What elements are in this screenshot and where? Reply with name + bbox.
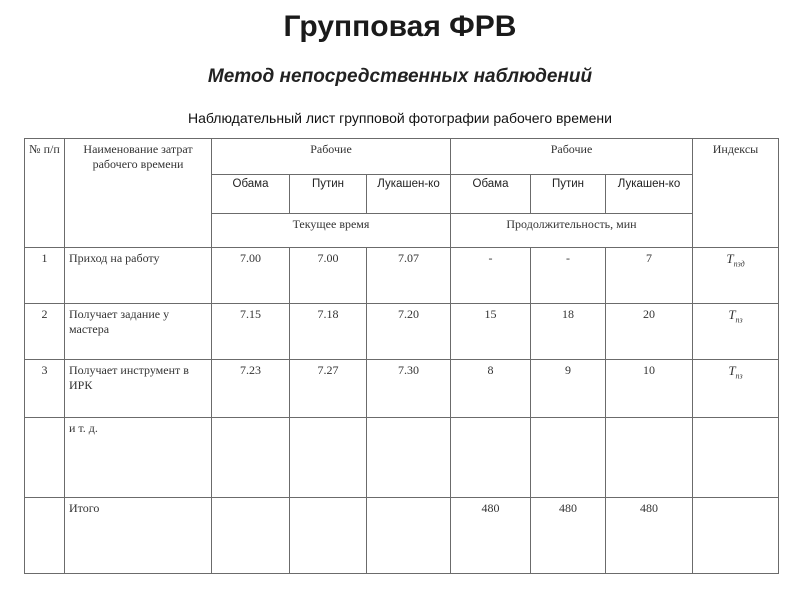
row-name: Получает инструмент в ИРК bbox=[65, 360, 212, 418]
row-name: Приход на работу bbox=[65, 248, 212, 304]
row-name: Получает задание у мастера bbox=[65, 304, 212, 360]
index-subscript: пз bbox=[735, 371, 743, 381]
page-subtitle: Метод непосредственных наблюдений bbox=[207, 66, 593, 87]
row-index bbox=[693, 418, 779, 498]
row-num: 3 bbox=[25, 360, 65, 418]
row-num: 1 bbox=[25, 248, 65, 304]
header-worker: Обама bbox=[212, 175, 290, 214]
row-time: 7.23 bbox=[212, 360, 290, 418]
row-time: 7.00 bbox=[290, 248, 367, 304]
row-time: 7.20 bbox=[367, 304, 451, 360]
row-index bbox=[693, 498, 779, 574]
index-symbol: T bbox=[728, 307, 736, 322]
header-name: Наименование затрат рабочего времени bbox=[65, 139, 212, 248]
row-duration bbox=[531, 418, 606, 498]
header-workers-group-2: Рабочие bbox=[451, 139, 693, 175]
row-num: 2 bbox=[25, 304, 65, 360]
row-duration: 7 bbox=[606, 248, 693, 304]
row-duration: - bbox=[531, 248, 606, 304]
row-time: 7.15 bbox=[212, 304, 290, 360]
row-time bbox=[212, 418, 290, 498]
header-indices: Индексы bbox=[693, 139, 779, 248]
row-time: 7.07 bbox=[367, 248, 451, 304]
row-duration bbox=[606, 418, 693, 498]
row-name: Итого bbox=[65, 498, 212, 574]
row-duration: 20 bbox=[606, 304, 693, 360]
index-subscript: пзд bbox=[733, 259, 745, 269]
row-duration: 10 bbox=[606, 360, 693, 418]
row-duration: 480 bbox=[451, 498, 531, 574]
page-title: Групповая ФРВ bbox=[283, 10, 517, 43]
row-duration: 480 bbox=[531, 498, 606, 574]
header-workers-group-1: Рабочие bbox=[212, 139, 451, 175]
row-time: 7.18 bbox=[290, 304, 367, 360]
row-time: 7.27 bbox=[290, 360, 367, 418]
row-name: и т. д. bbox=[65, 418, 212, 498]
row-duration bbox=[451, 418, 531, 498]
row-duration: 18 bbox=[531, 304, 606, 360]
index-symbol: T bbox=[728, 363, 736, 378]
observation-sheet-table bbox=[24, 138, 779, 574]
row-time bbox=[290, 418, 367, 498]
row-index bbox=[693, 360, 779, 418]
row-duration: 9 bbox=[531, 360, 606, 418]
row-time: 7.30 bbox=[367, 360, 451, 418]
header-worker: Путин bbox=[531, 175, 606, 214]
index-subscript: пз bbox=[735, 315, 743, 325]
row-num bbox=[25, 498, 65, 574]
row-time bbox=[367, 418, 451, 498]
table-row bbox=[25, 248, 779, 304]
index-symbol: T bbox=[726, 251, 734, 266]
row-duration: 480 bbox=[606, 498, 693, 574]
row-index bbox=[693, 304, 779, 360]
header-num: № п/п bbox=[25, 139, 65, 248]
header-worker: Путин bbox=[290, 175, 367, 214]
sheet-caption: Наблюдательный лист групповой фотографии рабочего времени bbox=[188, 110, 612, 126]
row-duration: - bbox=[451, 248, 531, 304]
table-row bbox=[25, 418, 779, 498]
table-row bbox=[25, 304, 779, 360]
row-time bbox=[212, 498, 290, 574]
table-row bbox=[25, 360, 779, 418]
row-duration: 8 bbox=[451, 360, 531, 418]
table-row bbox=[25, 498, 779, 574]
row-time: 7.00 bbox=[212, 248, 290, 304]
header-worker: Лукашен-ко bbox=[367, 175, 451, 214]
row-index bbox=[693, 248, 779, 304]
header-worker: Лукашен-ко bbox=[606, 175, 693, 214]
header-current-time: Текущее время bbox=[212, 214, 451, 248]
header-duration: Продолжительность, мин bbox=[451, 214, 693, 248]
row-duration: 15 bbox=[451, 304, 531, 360]
row-time bbox=[290, 498, 367, 574]
row-time bbox=[367, 498, 451, 574]
row-num bbox=[25, 418, 65, 498]
header-worker: Обама bbox=[451, 175, 531, 214]
